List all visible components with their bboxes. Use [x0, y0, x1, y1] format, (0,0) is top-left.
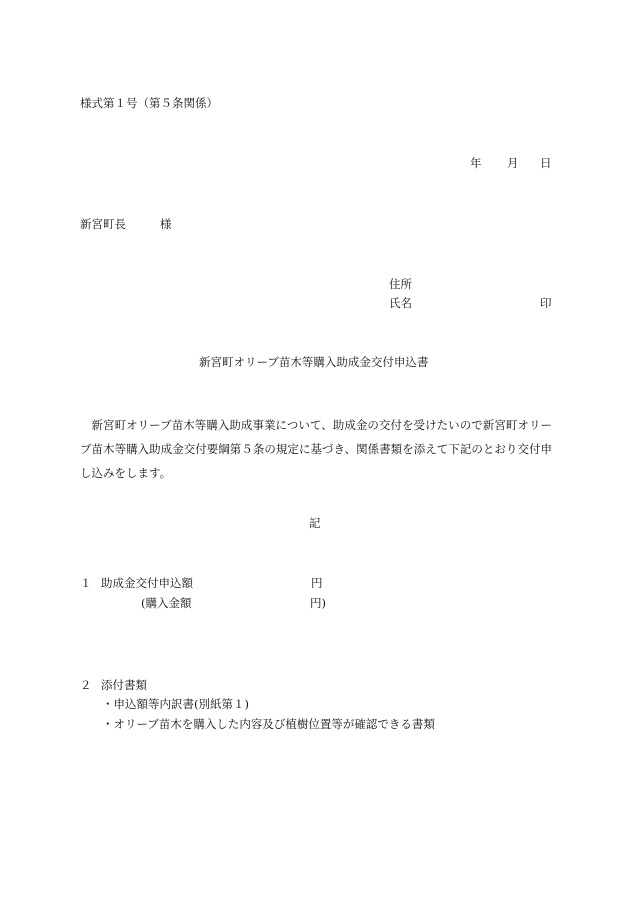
name-label: 氏名: [389, 296, 412, 310]
date-month: 月: [507, 156, 519, 170]
item-2-label: 添付書類: [101, 678, 147, 692]
form-number: 様式第１号（第５条関係）: [80, 96, 218, 110]
item-1-number: １: [80, 576, 92, 590]
attachment-item: ・申込額等内訳書(別紙第１): [102, 697, 249, 711]
address-label: 住所: [389, 277, 412, 291]
item-2-number: ２: [80, 678, 92, 692]
date-year: 年: [470, 156, 482, 170]
addressee-honorific: 様: [160, 217, 172, 231]
item-1-sub-label: (購入金額: [141, 596, 192, 610]
document-title: 新宮町オリーブ苗木等購入助成金交付申込書: [199, 355, 429, 369]
seal-mark: 印: [540, 296, 552, 310]
ki-heading: 記: [309, 516, 321, 530]
item-1-label: 助成金交付申込額: [101, 576, 193, 590]
date-day: 日: [540, 156, 552, 170]
addressee-name: 新宮町長: [80, 217, 126, 231]
attachment-item: ・オリーブ苗木を購入した内容及び植樹位置等が確認できる書類: [102, 717, 435, 731]
item-1-unit: 円: [311, 576, 323, 590]
item-1-sub-unit: 円): [310, 596, 326, 610]
body-paragraph: 新宮町オリーブ苗木等購入助成事業について、助成金の交付を受けたいので新宮町オリーブ苗木等購入助成金交付要綱第５条の規定に基づき、関係書類を添えて下記のとおり交付申し込みをします。: [80, 418, 552, 480]
